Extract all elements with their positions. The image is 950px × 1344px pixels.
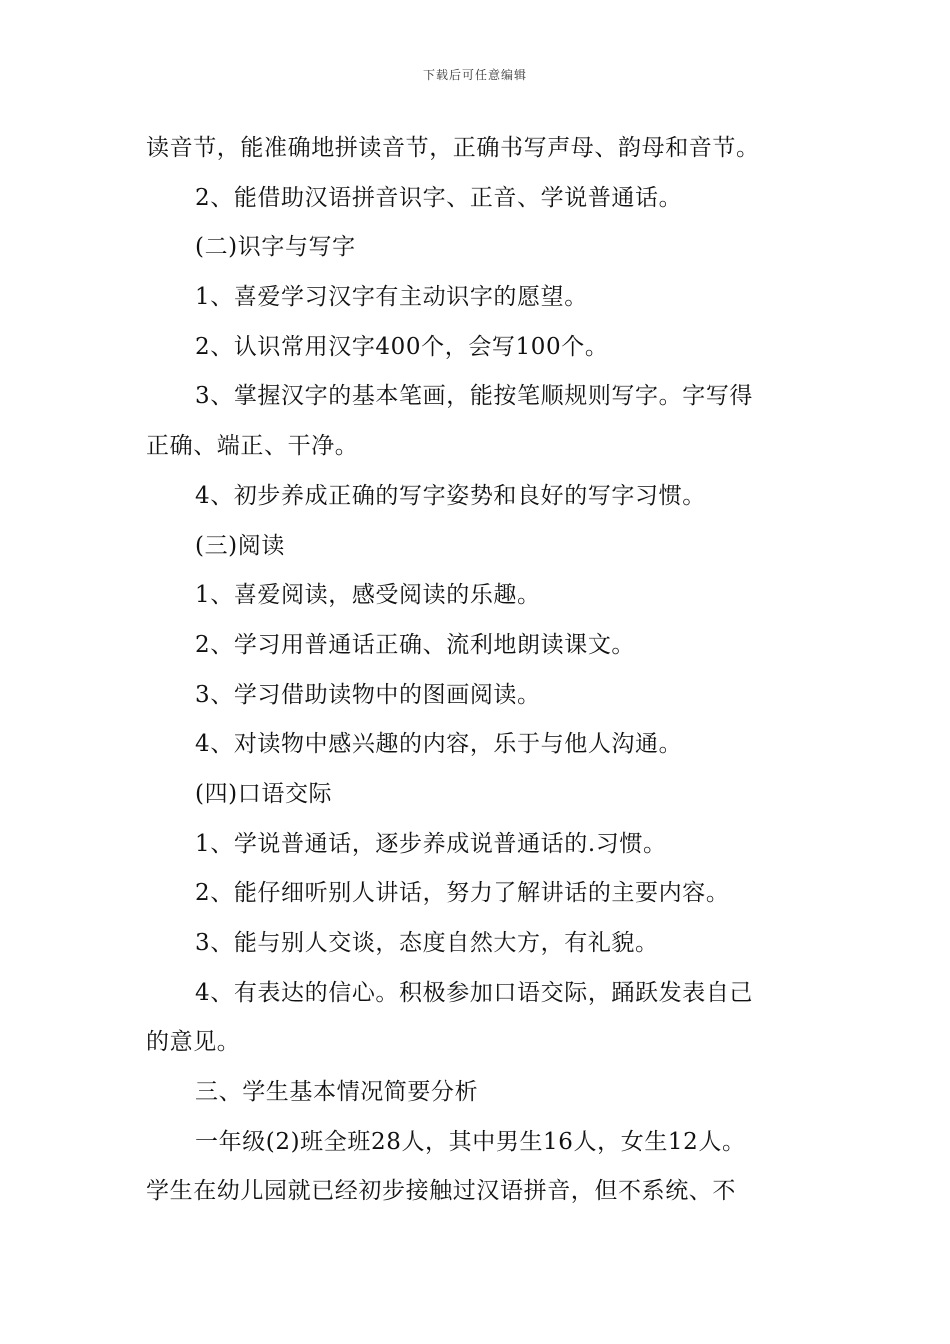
document-body xyxy=(146,124,816,1217)
text-line: 的意见。 xyxy=(146,1029,241,1056)
text-line: 一年级(2)班全班28人，其中男生16人，女生12人。 xyxy=(195,1128,746,1155)
text-line: 1、喜爱学习汉字有主动识字的愿望。 xyxy=(195,284,588,311)
text-line: 4、有表达的信心。积极参加口语交际，踊跃发表自己 xyxy=(195,979,754,1006)
text-line: 2、学习用普通话正确、流利地朗读课文。 xyxy=(195,631,636,658)
text-line: 2、认识常用汉字400个，会写100个。 xyxy=(195,333,609,360)
text-line: 2、能仔细听别人讲话，努力了解讲话的主要内容。 xyxy=(195,880,730,907)
text-line: 3、能与别人交谈，态度自然大方，有礼貌。 xyxy=(195,930,659,956)
text-line: 4、初步养成正确的写字姿势和良好的写字习惯。 xyxy=(195,482,706,509)
text-line: 读音节，能准确地拼读音节，正确书写声母、韵母和音节。 xyxy=(146,135,760,161)
section-heading: (四)口语交际 xyxy=(195,780,333,807)
page-header: 下载后可任意编辑 xyxy=(422,68,527,82)
text-line: 2、能借助汉语拼音识字、正音、学说普通话。 xyxy=(195,184,683,211)
text-line: 3、学习借助读物中的图画阅读。 xyxy=(195,681,541,708)
section-heading: 三、学生基本情况简要分析 xyxy=(195,1079,479,1106)
section-heading: (三)阅读 xyxy=(195,532,285,559)
text-line: 4、对读物中感兴趣的内容，乐于与他人沟通。 xyxy=(195,731,683,758)
text-line: 正确、端正、干净。 xyxy=(146,433,359,460)
text-line: 1、喜爱阅读，感受阅读的乐趣。 xyxy=(195,582,541,609)
section-heading: (二)识字与写字 xyxy=(195,234,356,261)
text-line: 学生在幼儿园就已经初步接触过汉语拼音，但不系统、不 xyxy=(146,1178,736,1205)
text-line: 3、掌握汉字的基本笔画，能按笔顺规则写字。字写得 xyxy=(195,383,754,410)
text-line: 1、学说普通话，逐步养成说普通话的.习惯。 xyxy=(195,830,667,857)
